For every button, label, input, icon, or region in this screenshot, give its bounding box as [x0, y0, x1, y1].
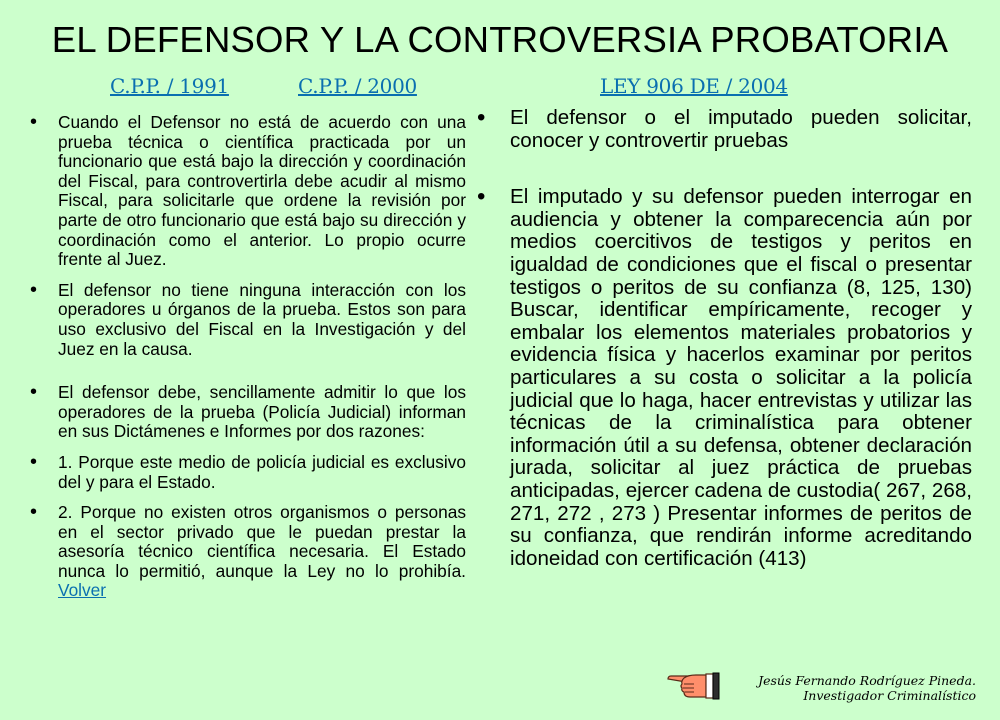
bullet-icon: •	[30, 278, 38, 301]
left-bullet-5-text: 2. Porque no existen otros organismos o personas en el sector privado que le puedan prestar la asesoría técnico científica necesaria. El Estado nunca lo permitió, aunque la Ley no lo prohibía.	[58, 502, 466, 581]
right-bullet-2-text: El imputado y su defensor pueden interrogar en audiencia y obtener la comparecencia aún por medios coercitivos de testigos y peritos en igualdad de condiciones que el fiscal o presentar testigos o peritos de su confianza (8, 125, 130) Buscar, identificar empíricamente, recoger y embalar los elementos materiales probatorios y evidencia física y hacerlos examinar por peritos particulares a su costa o solicitar a la policía judicial que lo haga, hacer entrevistas y utilizar las técnicas de la criminalística para obtener información útil a su defensa, obtener declaración jurada, solicitar al juez práctica de pruebas anticipadas, ejercer cadena de custodia( 267, 268, 271, 272 , 273 ) Presentar informes de peritos de su confianza, que rendirán informe acreditando idoneidad con certificación (413)	[510, 185, 972, 570]
list-item	[30, 111, 466, 270]
list-item	[30, 450, 466, 492]
author-signature	[758, 673, 976, 703]
bullet-icon: •	[30, 450, 38, 473]
link-ley-906-2004[interactable]: LEY 906 DE / 2004	[600, 74, 788, 98]
author-title: Investigador Criminalístico	[803, 688, 976, 703]
list-item	[477, 104, 972, 152]
bullet-icon: •	[30, 501, 38, 524]
link-cpp-1991[interactable]: C.P.P. / 1991	[110, 74, 229, 98]
pointing-hand-button[interactable]	[666, 670, 720, 700]
author-name: Jesús Fernando Rodríguez Pineda.	[758, 673, 976, 688]
bullet-icon: •	[30, 381, 38, 404]
volver-link[interactable]: Volver	[58, 580, 107, 601]
left-bullet-2-text: El defensor no tiene ninguna interacción con los operadores u órganos de la prueba. Estos son para uso exclusivo del Fiscal en la Investigación y del Juez en la causa.	[58, 279, 466, 359]
bullet-icon: •	[477, 104, 486, 131]
left-bullet-3-text: El defensor debe, sencillamente admitir lo que los operadores de la prueba (Policía Judicial) informan en sus Dictámenes e Informes por dos razones:	[58, 382, 466, 442]
right-column-list	[477, 104, 972, 604]
slide-title: EL DEFENSOR Y LA CONTROVERSIA PROBATORIA	[51, 19, 949, 60]
link-cpp-2000[interactable]: C.P.P. / 2000	[298, 74, 417, 98]
list-item	[30, 278, 466, 359]
bullet-icon: •	[477, 183, 486, 211]
left-bullet-4-text: 1. Porque este medio de policía judicial es exclusivo del y para el Estado.	[58, 451, 466, 492]
list-item	[30, 501, 466, 601]
list-item	[477, 183, 972, 570]
pointing-hand-icon	[666, 670, 720, 700]
list-item	[30, 381, 466, 442]
bullet-icon: •	[30, 111, 38, 133]
right-bullet-1-text: El defensor o el imputado pueden solicitar, conocer y controvertir pruebas	[510, 106, 972, 152]
left-column-list	[30, 111, 466, 612]
left-bullet-1-text: Cuando el Defensor no está de acuerdo con una prueba técnica o científica practicada por un funcionario que está bajo la dirección y coordinación del Fiscal, para controvertirla debe acudir al mismo Fiscal, para solicitarle que ordene la revisión por parte de otro funcionario que está bajo su dirección y coordinación como el anterior. Lo propio ocurre frente al Juez.	[58, 112, 466, 270]
